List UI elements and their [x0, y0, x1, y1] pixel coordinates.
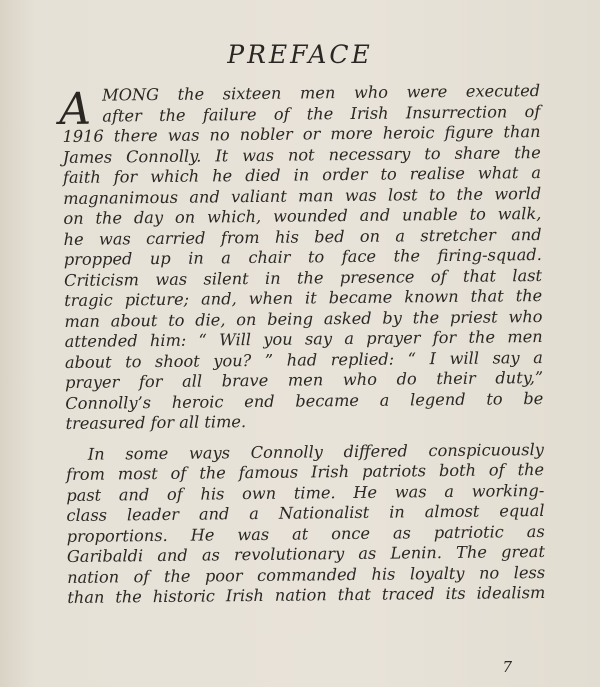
paragraph-1: [62, 81, 544, 434]
text-line: attended him: “ Will you say a prayer for the men: [64, 326, 543, 351]
text-line: past and of his own time. He was a working-: [66, 480, 545, 505]
text-line: Garibaldi and as revolutionary as Lenin. The great: [66, 541, 546, 566]
paragraph-2: [66, 439, 546, 608]
text-line: magnanimous and valiant man was lost to the world: [63, 183, 542, 208]
text-line: about to shoot you? ” had replied: “ I will say a: [64, 347, 543, 372]
text-line: than the historic Irish nation that traced its idealism: [67, 582, 546, 607]
text-line: proportions. He was at once as patriotic as: [66, 521, 545, 546]
text-line: treasured for all time.: [65, 412, 247, 433]
text-line: prayer for all brave men who do their duty,”: [65, 367, 544, 392]
text-line: James Connolly. It was not necessary to share the: [62, 142, 541, 167]
text-line: MONG the sixteen men who were executed: [101, 80, 541, 105]
text-line: tragic picture; and, when it became known that the: [64, 285, 543, 310]
text-line: faith for which he died in order to realise what a: [62, 162, 542, 187]
text-line: 1916 there was no nobler or more heroic figure than: [62, 121, 541, 146]
text-line: on the day on which, wounded and unable to walk,: [63, 203, 542, 228]
page-title: PREFACE: [227, 40, 373, 69]
text-line: after the failure of the Irish Insurrection of: [102, 101, 541, 126]
preface-text: [58, 80, 546, 608]
drop-cap: A: [58, 83, 92, 136]
text-line: man about to die, on being asked by the priest who: [64, 306, 543, 331]
text-line: In some ways Connolly differed conspicuously: [87, 439, 544, 464]
text-line: propped up in a chair to face the firing-squad.: [63, 244, 542, 269]
page-number: 7: [502, 658, 512, 676]
text-line: class leader and a Nationalist in almost equal: [66, 500, 545, 525]
text-line: he was carried from his bed on a stretcher and: [63, 224, 542, 249]
text-line: Connolly’s heroic end became a legend to be: [65, 388, 544, 413]
text-line: Criticism was silent in the presence of that last: [63, 265, 543, 290]
text-line: nation of the poor commanded his loyalty no less: [67, 562, 546, 587]
text-line: from most of the famous Irish patriots both of the: [65, 459, 545, 484]
